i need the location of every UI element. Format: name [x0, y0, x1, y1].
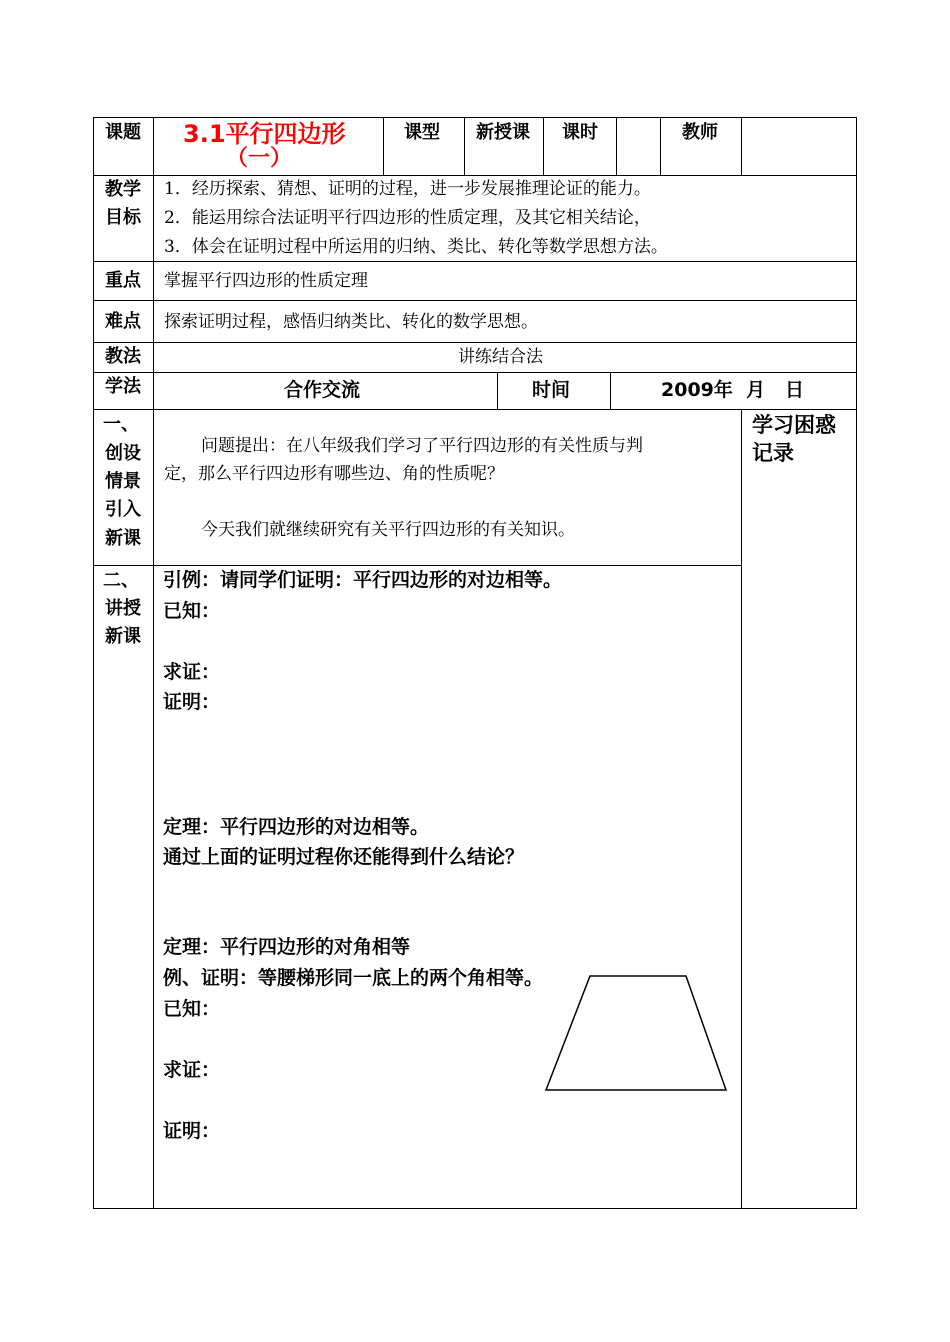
rule	[93, 175, 857, 176]
example-heading: 引例：请同学们证明：平行四边形的对边相等。	[163, 569, 563, 591]
section1-label: 一、	[103, 414, 139, 435]
lesson-title: 3.1平行四边形	[183, 120, 346, 148]
rule	[93, 565, 742, 566]
given-label: 已知：	[163, 600, 221, 622]
rule	[93, 300, 857, 301]
intro-paragraph: 定，那么平行四边形有哪些边、角的性质呢？	[164, 464, 504, 484]
proof-label: 证明：	[163, 691, 221, 713]
objectives-label: 目标	[105, 207, 141, 228]
difficulty-label: 难点	[105, 311, 141, 332]
rule	[856, 117, 857, 1209]
topic-label: 课题	[105, 122, 141, 143]
example-heading: 例、证明：等腰梯形同一底上的两个角相等。	[163, 967, 544, 989]
time-value: 2009年 月 日	[661, 379, 804, 401]
section1-label: 新课	[105, 528, 141, 549]
section2-label: 二、	[103, 570, 139, 591]
theorem: 定理：平行四边形的对角相等	[163, 936, 411, 958]
rule	[610, 372, 611, 409]
isosceles-trapezoid-figure	[540, 970, 735, 1100]
key-point-text: 掌握平行四边形的性质定理	[164, 271, 368, 291]
rule	[616, 117, 617, 175]
objective-item: 1．经历探索、猜想、证明的过程，进一步发展推理论证的能力。	[164, 179, 651, 199]
prove-label: 求证：	[163, 661, 221, 683]
rule	[93, 1208, 857, 1209]
section2-label: 新课	[105, 626, 141, 647]
rule	[497, 372, 498, 409]
trapezoid-shape	[546, 976, 726, 1090]
given-label: 已知：	[163, 998, 221, 1020]
rule	[93, 117, 94, 1209]
rule	[93, 261, 857, 262]
proof-label: 证明：	[163, 1120, 221, 1142]
rule	[543, 117, 544, 175]
lesson-type-value: 新授课	[476, 122, 530, 143]
difficulty-text: 探索证明过程，感悟归纳类比、转化的数学思想。	[164, 312, 538, 332]
question: 通过上面的证明过程你还能得到什么结论？	[163, 846, 525, 868]
sidebar-heading: 学习困惑	[752, 413, 836, 437]
section1-label: 引入	[105, 499, 141, 520]
lesson-type-label: 课型	[404, 122, 440, 143]
rule	[93, 117, 857, 118]
objective-item: 2．能运用综合法证明平行四边形的性质定理，及其它相关结论，	[164, 208, 651, 228]
objective-item: 3．体会在证明过程中所运用的归纳、类比、转化等数学思想方法。	[164, 237, 668, 257]
intro-paragraph: 问题提出：在八年级我们学习了平行四边形的有关性质与判	[201, 436, 643, 456]
rule	[93, 342, 857, 343]
rule	[741, 117, 742, 175]
objectives-label: 教学	[105, 179, 141, 200]
lesson-title-subtitle: （一）	[226, 146, 293, 171]
rule	[741, 409, 742, 1209]
sidebar-heading: 记录	[752, 441, 794, 465]
intro-paragraph: 今天我们就继续研究有关平行四边形的有关知识。	[201, 520, 575, 540]
learning-method-text: 合作交流	[284, 379, 361, 401]
section2-label: 讲授	[105, 598, 141, 619]
rule	[383, 117, 384, 175]
rule	[660, 117, 661, 175]
key-point-label: 重点	[105, 270, 141, 291]
rule	[93, 372, 857, 373]
rule	[93, 409, 857, 410]
time-label: 时间	[532, 379, 571, 401]
prove-label: 求证：	[163, 1059, 221, 1081]
theorem: 定理：平行四边形的对边相等。	[163, 816, 430, 838]
rule	[464, 117, 465, 175]
learning-method-label: 学法	[105, 376, 141, 397]
section1-label: 创设	[105, 443, 141, 464]
period-label: 课时	[562, 122, 598, 143]
teaching-method-text: 讲练结合法	[458, 347, 543, 367]
section1-label: 情景	[105, 471, 141, 492]
rule	[153, 117, 154, 1209]
teacher-label: 教师	[682, 122, 718, 143]
teaching-method-label: 教法	[105, 346, 141, 367]
